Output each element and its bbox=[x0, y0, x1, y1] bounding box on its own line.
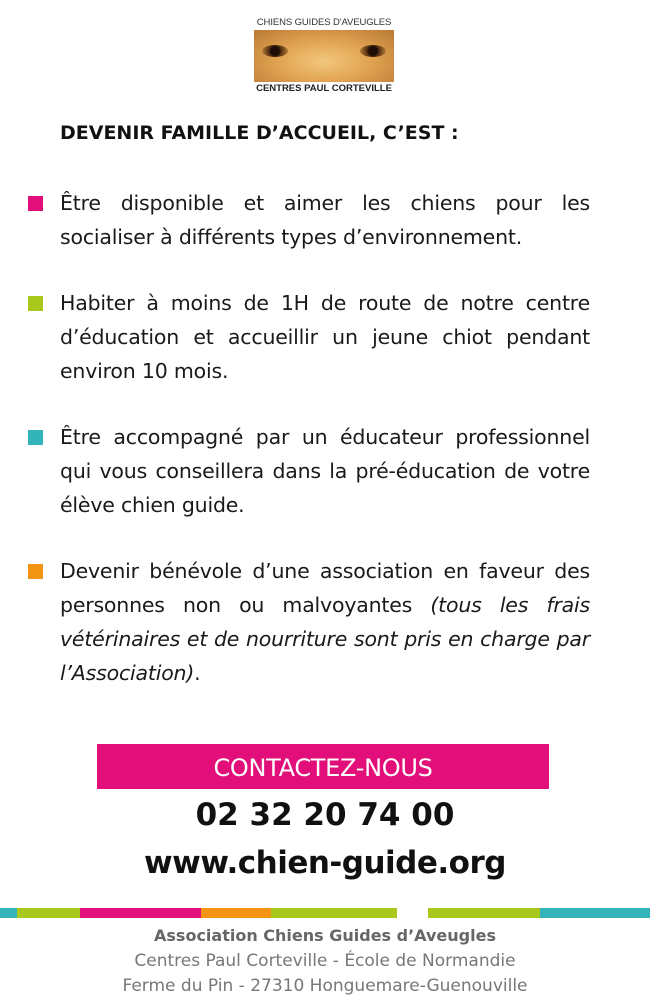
left-eye-icon bbox=[262, 45, 288, 57]
bullet-text: Habiter à moins de 1H de route de notre centre d’éducation et accueillir un jeune chiot pendant environ 10 mois. bbox=[60, 291, 590, 383]
website-link[interactable]: www.chien-guide.org bbox=[144, 845, 506, 881]
contact-banner: CONTACTEZ-NOUS bbox=[97, 744, 549, 789]
color-stripe-segment bbox=[397, 908, 428, 918]
logo-top-text: CHIENS GUIDES D'AVEUGLES bbox=[256, 17, 392, 28]
green-square-icon bbox=[28, 296, 43, 311]
bullet-text: Être accompagné par un éducateur professionnel qui vous conseillera dans la pré-éducation de votre élève chien guide. bbox=[60, 425, 590, 517]
color-stripe-segment bbox=[80, 908, 201, 918]
bullet-text: Devenir bénévole d’une association en faveur des personnes non ou malvoyantes (tous les frais vétérinaires et de nourriture sont pris en charge par l’Association). bbox=[60, 559, 590, 685]
footer-centres: Centres Paul Corteville - École de Normandie bbox=[134, 951, 516, 971]
footer-address: Ferme du Pin - 27310 Honguemare-Guenouville bbox=[122, 976, 528, 996]
bullet-item bbox=[28, 420, 590, 522]
color-stripe-segment bbox=[17, 908, 80, 918]
phone-number[interactable]: 02 32 20 74 00 bbox=[195, 797, 455, 833]
pink-square-icon bbox=[28, 196, 43, 211]
color-stripe-segment bbox=[428, 908, 540, 918]
color-stripe-segment bbox=[0, 908, 17, 918]
logo-bottom-text: CENTRES PAUL CORTEVILLE bbox=[256, 83, 392, 94]
bullet-italic-note: (tous les frais vétérinaires et de nourriture sont pris en charge par l’Association) bbox=[60, 593, 590, 685]
bullet-item bbox=[28, 186, 590, 254]
right-eye-icon bbox=[360, 45, 386, 57]
color-stripe-segment bbox=[540, 908, 650, 918]
dog-eyes-image bbox=[254, 30, 394, 82]
footer-association: Association Chiens Guides d’Aveugles bbox=[154, 926, 496, 945]
color-stripe-segment bbox=[271, 908, 397, 918]
bullet-text: Être disponible et aimer les chiens pour les socialiser à différents types d’environnement. bbox=[60, 191, 590, 249]
teal-square-icon bbox=[28, 430, 43, 445]
orange-square-icon bbox=[28, 564, 43, 579]
logo bbox=[254, 16, 394, 98]
bullet-list bbox=[28, 186, 590, 722]
page-title: DEVENIR FAMILLE D’ACCUEIL, C’EST : bbox=[60, 122, 459, 144]
color-stripe-segment bbox=[201, 908, 271, 918]
bullet-item bbox=[28, 286, 590, 388]
bullet-item bbox=[28, 554, 590, 690]
